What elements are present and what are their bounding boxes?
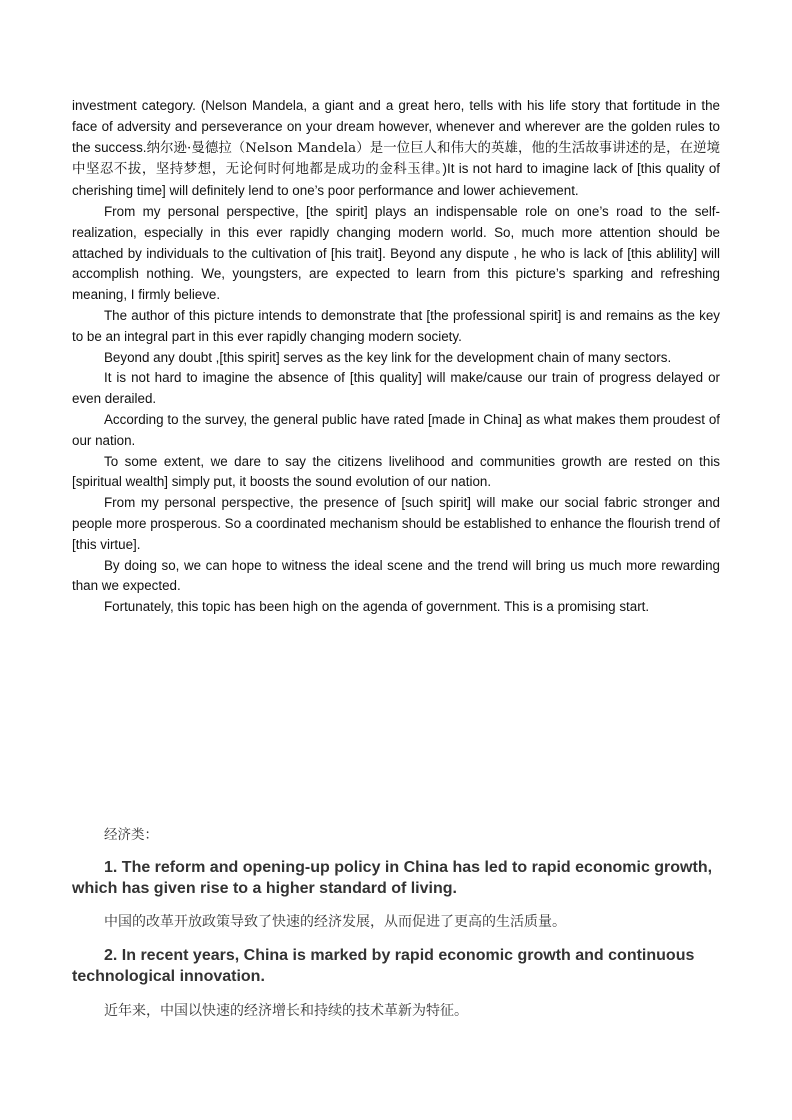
paragraph-1-text-end: )It is not hard to imagine lack of [this quality of cherishing time] will definitely lend to one’s poor performance and lower achievement. [72,161,720,199]
essay-paragraph-5: It is not hard to imagine the absence of [this quality] will make/cause our train of progress delayed or even derailed. [72,370,720,407]
essay-paragraph-7: To some extent, we dare to say the citizens livelihood and communities growth are rested on this [spiritual wealth] simply put, it boosts the sound evolution of our nation. [72,453,720,490]
essay-paragraph-9: By doing so, we can hope to witness the ideal scene and the trend will bring us much more rewarding than we expected. [72,557,720,594]
essay-paragraph-4: Beyond any doubt ,[this spirit] serves as the key link for the development chain of many sectors. [104,349,672,365]
paragraph-1-chinese-note: 纳尔逊·曼德拉（Nelson Mandela）是一位巨人和伟大的英雄，他的生活故事讲述的是，在逆境中坚忍不拔，坚持梦想，无论何时何地都是成功的金科玉律。 [72,140,720,178]
essay-paragraph-8: From my personal perspective, the presence of [such spirit] will make our social fabric stronger and people more prosperous. So a coordinated mechanism should be established to enhance the flourish trend of [this virtue]. [72,495,720,552]
economy-translation-1: 中国的改革开放政策导致了快速的经济发展，从而促进了更高的生活质量。 [104,914,566,930]
essay-paragraph-2: From my personal perspective, [the spirit] plays an indispensable role on one’s road to the self-realization, especially in this ever rapidly changing modern world. So, much more attention should be attached by individuals to the cultivation of [his trait]. Beyond any dispute , he who is lack of [this ablility] will accomplish nothing. We, youngsters, are expected to learn from this picture’s sparking and refreshing meaning, I firmly believe. [72,203,720,303]
paragraph-1-text-start: investment category. (Nelson Mandela, a giant and a great hero, tells with his life story that fortitude in the face of adversity and perseverance on your dream however, whenever and wherever are the golden rules to the success. [72,98,720,155]
essay-paragraph-1 [72,96,720,202]
essay-body [72,96,720,618]
economy-translation-2: 近年来，中国以快速的经济增长和持续的技术革新为特征。 [104,1003,468,1019]
economy-sentence-1: 1. The reform and opening-up policy in China has led to rapid economic growth, which has given rise to a higher standard of living. [72,859,713,897]
economy-sentence-2: 2. In recent years, China is marked by rapid economic growth and continuous technological innovation. [72,947,695,985]
essay-paragraph-6: According to the survey, the general public have rated [made in China] as what makes them proudest of our nation. [72,411,720,448]
essay-paragraph-3: The author of this picture intends to demonstrate that [the professional spirit] is and remains as the key to be an integral part in this ever rapidly changing modern society. [72,307,720,344]
essay-paragraph-10: Fortunately, this topic has been high on the agenda of government. This is a promising start. [104,599,650,615]
economy-section-heading: 经济类： [104,827,158,843]
